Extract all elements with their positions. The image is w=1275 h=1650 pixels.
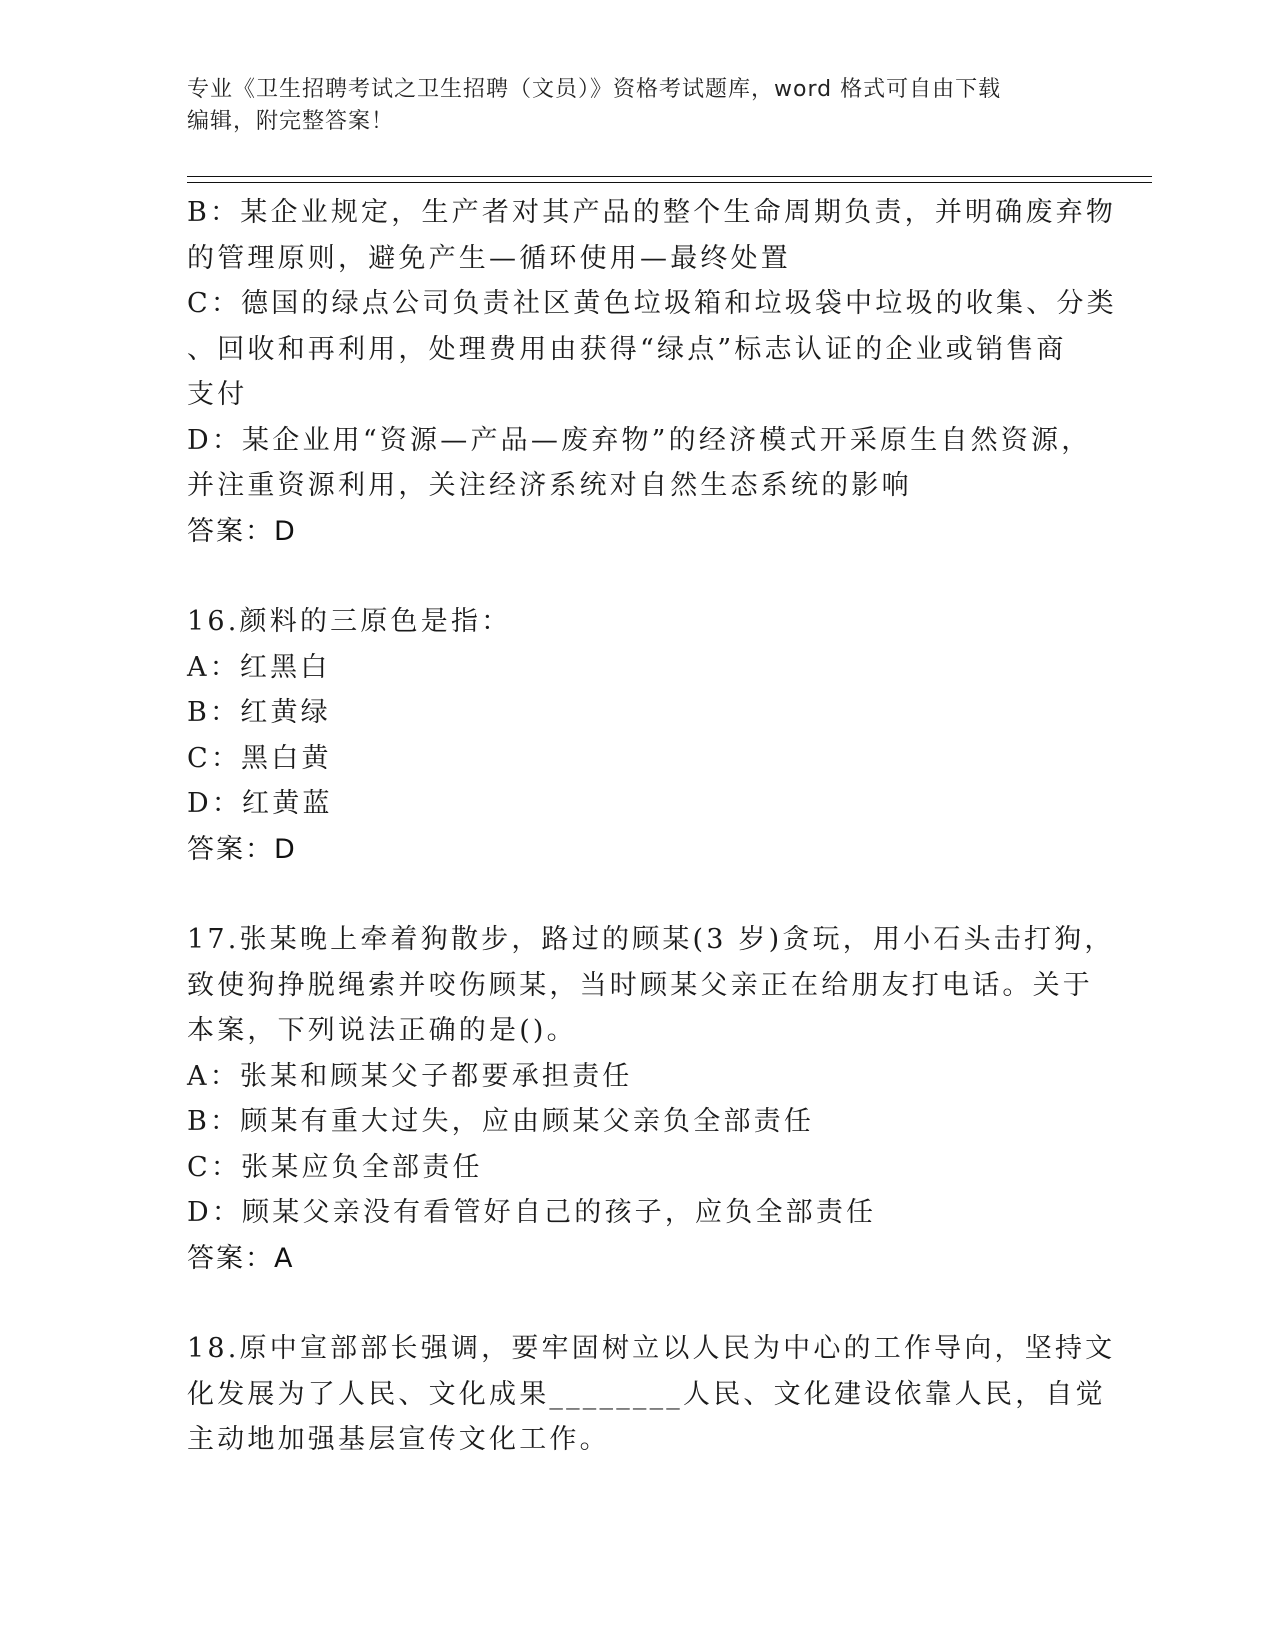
question-17-block <box>187 917 1115 1281</box>
option-b: B：顾某有重大过失，应由顾某父亲负全部责任 <box>187 1106 815 1137</box>
question-text-line: 本案，下列说法正确的是()。 <box>187 1015 577 1046</box>
option-b: B：红黄绿 <box>187 697 331 728</box>
option-b-line: 的管理原则，避免产生—循环使用—最终处置 <box>187 242 791 274</box>
option-d: D：顾某父亲没有看管好自己的孩子，应负全部责任 <box>187 1197 877 1228</box>
header-rule-top <box>187 176 1152 177</box>
question-text-line: 主动地加强基层宣传文化工作。 <box>187 1424 610 1455</box>
header-rule-bottom <box>187 182 1152 183</box>
question-text-line: 17.张某晚上牵着狗散步，路过的顾某(3 岁)贪玩，用小石头击打狗， <box>187 924 1115 955</box>
answer-text: 答案：D <box>187 515 297 547</box>
question-16-block <box>187 599 1087 872</box>
spacer <box>187 1281 1087 1326</box>
option-d-line: 并注重资源利用，关注经济系统对自然生态系统的影响 <box>187 470 912 501</box>
document-body <box>187 190 1117 1463</box>
option-a: A：红黑白 <box>187 651 331 683</box>
document-header <box>187 74 1087 138</box>
answer-text: 答案：A <box>187 1242 295 1274</box>
question-text-line: 化发展为了人民、文化成果________人民、文化建设依靠人民，自觉 <box>187 1378 1106 1410</box>
question-text-line: 致使狗挣脱绳索并咬伤顾某，当时顾某父亲正在给朋友打电话。关于 <box>187 969 1093 1001</box>
option-a: A：张某和顾某父子都要承担责任 <box>187 1060 633 1092</box>
question-18-block <box>187 1326 1116 1463</box>
question-text: 16.颜料的三原色是指： <box>187 606 512 637</box>
option-b-line: B：某企业规定，生产者对其产品的整个生命周期负责，并明确废弃物 <box>187 197 1117 228</box>
spacer <box>187 872 1087 917</box>
option-d: D：红黄蓝 <box>187 788 333 819</box>
option-c: C：黑白黄 <box>187 742 332 774</box>
answer-text: 答案：D <box>187 833 297 865</box>
option-c-line: C：德国的绿点公司负责社区黄色垃圾箱和垃圾袋中垃圾的收集、分类 <box>187 288 1117 319</box>
option-d-line: D：某企业用“资源—产品—废弃物”的经济模式开采原生自然资源， <box>187 424 1092 456</box>
header-line-2: 编辑，附完整答案！ <box>187 109 395 134</box>
option-c-line: 支付 <box>187 379 248 410</box>
spacer <box>187 554 1087 599</box>
option-c-line: 、回收和再利用，处理费用由获得“绿点”标志认证的企业或销售商 <box>187 333 1067 365</box>
question-text-line: 18.原中宣部部长强调，要牢固树立以人民为中心的工作导向，坚持文 <box>187 1333 1116 1364</box>
prev-question-block <box>187 190 1117 554</box>
header-line-1: 专业《卫生招聘考试之卫生招聘（文员）》资格考试题库，word 格式可自由下载 <box>187 77 1002 102</box>
option-c: C：张某应负全部责任 <box>187 1151 483 1183</box>
